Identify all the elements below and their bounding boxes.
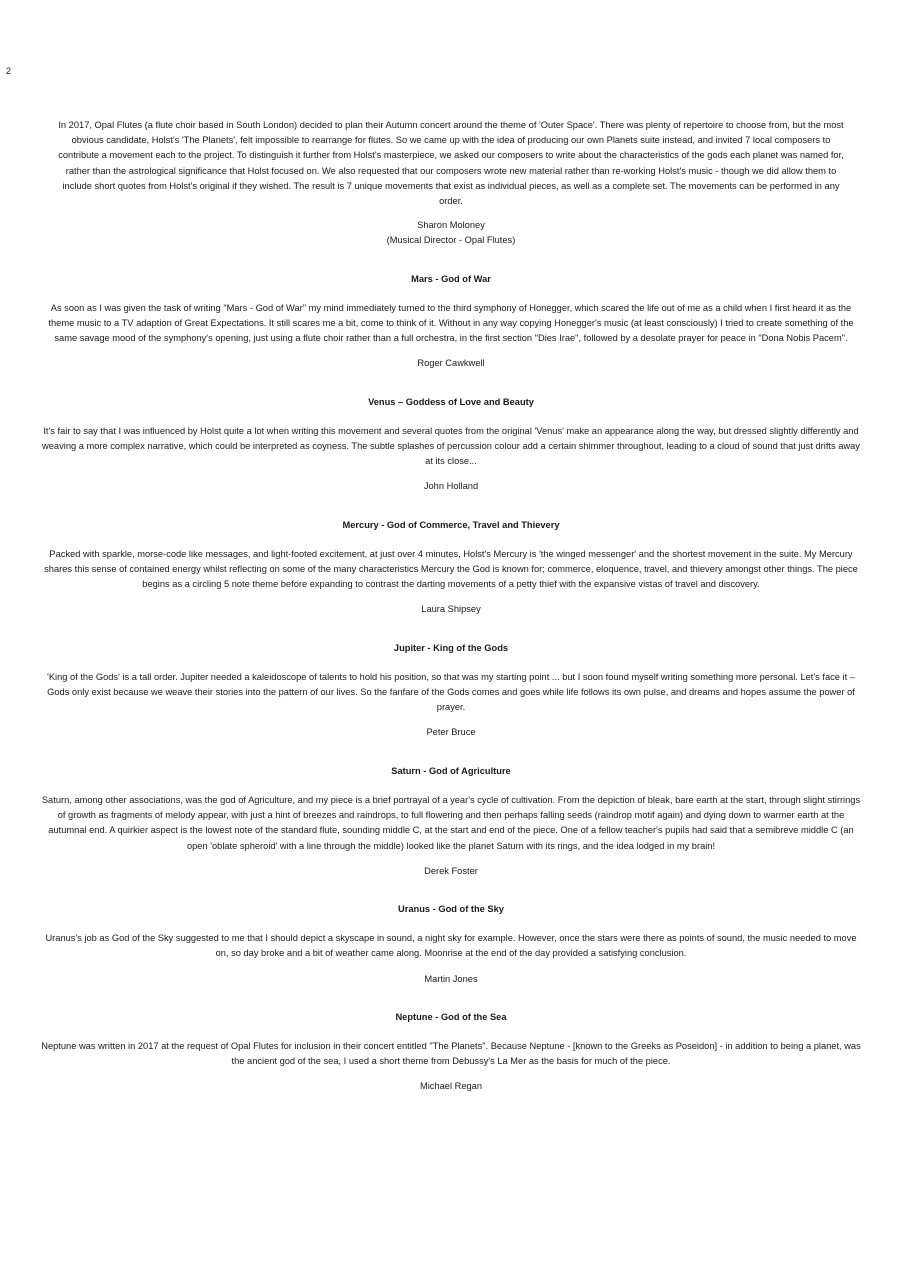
- page-number: 2: [6, 66, 12, 76]
- section-jupiter: [40, 641, 862, 741]
- section-heading: Mars - God of War: [411, 273, 491, 284]
- section-paragraph: Packed with sparkle, morse-code like messages, and light-footed excitement, at just over 4 minutes, Holst's Mercury is 'the winged messenger' and the shortest movement in the suite. My Mercury shares this sense of contained energy whilst reflecting on some of the many characteristics Mercury the God is known for; commerce, eloquence, travel, and thievery amongst other things. The piece begins as a circling 5 note theme before expanding to contrast the darting movements of a petty thief with the expansive vistas of travel and discovery.: [44, 548, 858, 590]
- section-paragraph: Saturn, among other associations, was the god of Agriculture, and my piece is a brief portrayal of a year's cycle of cultivation. From the depiction of bleak, bare earth at the start, through slight stirrings of growth as fragments of melody appear, with just a hint of breezes and raindrops, to full flowering and then perhaps falling seeds (raindrop motif again) and dying down to warmer earth at the autumnal end. A quirkier aspect is the lowest note of the standard flute, sounding middle C, at the start and end of the piece. One of a fellow teacher's pupils had said that a semibreve middle C (an open 'oblate spheroid' with a line through the middle) looked like the planet Saturn with its rings, and the idea lodged in my brain!: [41, 794, 861, 851]
- section-neptune: [40, 1010, 862, 1095]
- section-mercury: [40, 518, 862, 618]
- composer-name: Peter Bruce: [426, 727, 476, 738]
- section-heading: Mercury - God of Commerce, Travel and Thievery: [342, 519, 560, 530]
- section-heading: Neptune - God of the Sea: [395, 1011, 507, 1022]
- document-body: [40, 118, 862, 1095]
- section-uranus: [40, 902, 862, 987]
- section-paragraph: 'King of the Gods' is a tall order. Jupiter needed a kaleidoscope of talents to hold his position, so that was my starting point ... but I soon found myself writing something more personal. Let's face it – Gods only exist because we weave their stories into the pattern of our lives. So the fanfare of the Gods comes and goes while life follows its own pulse, and dreams and hopes assume the power of prayer.: [47, 671, 855, 713]
- intro-paragraph: In 2017, Opal Flutes (a flute choir based in South London) decided to plan their Autumn concert around the theme of 'Outer Space'. There was plenty of repertoire to choose from, but the most obvious candidate, Holst's 'The Planets', felt impossible to rearrange for flutes. So we came up with the idea of producing our own Planets suite instead, and invited 7 local composers to contribute a movement each to the project. To distinguish it further from Holst's masterpiece, we asked our composers to write about the characteristics of the gods each planet was named for, rather than the astrological significance that Holst focused on. We also requested that our composers wrote new material rather than re-working Holst's music - though we did allow them to include short quotes from Holst's original if they wished. The result is 7 unique movements that exist as individual pieces, as well as a complete set. The movements can be performed in any order.: [58, 120, 844, 207]
- section-venus: [40, 395, 862, 495]
- section-heading: Saturn - God of Agriculture: [391, 765, 511, 776]
- section-heading: Jupiter - King of the Gods: [393, 642, 509, 653]
- section-mars: [40, 272, 862, 372]
- intro-section: [40, 118, 862, 249]
- composer-name: Laura Shipsey: [421, 604, 481, 615]
- section-heading: Uranus - God of the Sky: [398, 903, 504, 914]
- signature-role: (Musical Director - Opal Flutes): [386, 235, 516, 246]
- composer-name: John Holland: [423, 481, 479, 492]
- signature-name: Sharon Moloney: [417, 220, 485, 231]
- section-paragraph: As soon as I was given the task of writing "Mars - God of War" my mind immediately turned to the third symphony of Honegger, which scared the life out of me as a child when I first heard it as the theme music to a TV adaption of Great Expectations. It still scares me a bit, come to think of it. Without in any way copying Honegger's music (at least consciously) I tried to create something of the same savage mood of the symphony's opening, just using a flute choir rather than a full orchestra, in the first section "Dies Irae", followed by a desolate prayer for peace in "Dona Nobis Pacem".: [48, 302, 854, 344]
- composer-name: Roger Cawkwell: [417, 358, 485, 369]
- section-saturn: [40, 764, 862, 879]
- composer-name: Derek Foster: [424, 865, 478, 876]
- section-paragraph: Neptune was written in 2017 at the request of Opal Flutes for inclusion in their concert entitled "The Planets". Because Neptune - [known to the Greeks as Poseidon] - in addition to being a planet, was the ancient god of the sea, I used a short theme from Debussy's La Mer as the basis for much of the piece.: [41, 1040, 861, 1067]
- composer-name: Martin Jones: [424, 973, 478, 984]
- section-heading: Venus – Goddess of Love and Beauty: [368, 396, 534, 407]
- section-paragraph: It's fair to say that I was influenced by Holst quite a lot when writing this movement and several quotes from the original 'Venus' make an appearance along the way, but dressed slightly differently and weaving a more complex narrative, which could be interpreted as coyness. The subtle splashes of percussion colour add a certain shimmer throughout, leading to a cloud of sound that just drifts away at its close...: [42, 425, 860, 467]
- composer-name: Michael Regan: [419, 1081, 482, 1092]
- section-paragraph: Uranus's job as God of the Sky suggested to me that I should depict a skyscape in sound, a night sky for example. However, once the stars were there as points of sound, the music needed to move on, so day broke and a bit of weather came along. Moonrise at the end of the day provided a satisfying conclusion.: [45, 933, 857, 959]
- intro-signature: [40, 218, 862, 248]
